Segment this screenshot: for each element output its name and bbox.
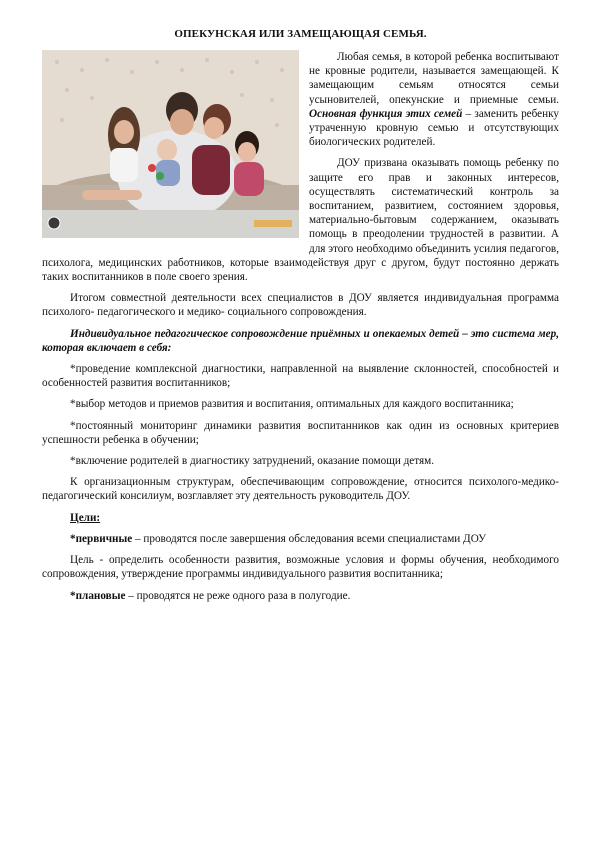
goal-primary-text: – проводятся после завершения обследования всеми специалистами ДОУ	[132, 532, 487, 545]
intro-emphasis: Основная функция этих семей	[309, 107, 463, 120]
goal-planned-label: *плановые	[70, 589, 126, 602]
goal-primary	[42, 532, 559, 546]
goal-primary-purpose: Цель - определить особенности развития, возможные условия и формы обучения, необходимого сопровождения, утверждение программы индивидуального развития воспитанника;	[42, 554, 559, 581]
list-item: *выбор методов и приемов развития и воспитания, оптимальных для каждого воспитанника;	[70, 398, 514, 411]
list-item: *постоянный мониторинг динамики развития воспитанников как один из основных критериев успешности ребенка в обучении;	[42, 419, 559, 446]
result-paragraph: Итогом совместной деятельности всех специалистов в ДОУ является индивидуальная программа психолого- педагогического и медико- социального сопровождения.	[42, 292, 559, 319]
page-title: ОПЕКУНСКАЯ ИЛИ ЗАМЕЩАЮЩАЯ СЕМЬЯ.	[174, 28, 427, 40]
support-heading: Индивидуальное педагогическое сопровождение приёмных и опекаемых детей – это система мер, которая включает в себя:	[42, 327, 559, 354]
list-item: *проведение комплексной диагностики, направленной на выявление склонностей, способностей и особенностей развития воспитанников;	[42, 363, 559, 390]
family-photo-illustration	[42, 50, 299, 238]
goals-heading: Цели:	[70, 511, 101, 524]
list-item: *включение родителей в диагностику затруднений, оказание помощи детям.	[70, 455, 435, 468]
goal-planned	[42, 589, 559, 603]
structure-paragraph: К организационным структурам, обеспечивающим сопровождение, относится психолого-медико-педагогический консилиум, возглавляет эту деятельность руководитель ДОУ.	[42, 476, 559, 503]
goal-primary-label: *первичные	[70, 532, 133, 545]
intro-text-end: – заменить ребенку утраченную кровную семью и отсутствующих биологических родителей.	[309, 107, 560, 149]
document-page	[42, 28, 559, 610]
goal-planned-text: – проводятся не реже одного раза в полугодие.	[125, 589, 351, 602]
intro-text: Любая семья, в которой ребенка воспитывают не кровные родители, называется замещающей. К замещающим семьям относятся семьи усыновителей, опекунские и приемные семьи.	[309, 51, 559, 106]
dou-paragraph: ДОУ призвана оказывать помощь ребенку по защите его прав и законных интересов, осуществлять систематический контроль за воспитанием, развитием, состоянием здоровья, материально-бытовым содержанием, оказывать помощь в преодолении трудностей в развитии. А для этого необходимо объединить усилия педагогов, психолога, медицинских работников, которые взаимодействуя друг с другом, будут постоянно держать таких воспитанников в поле своего зрения.	[42, 157, 559, 284]
family-photo	[42, 50, 299, 238]
